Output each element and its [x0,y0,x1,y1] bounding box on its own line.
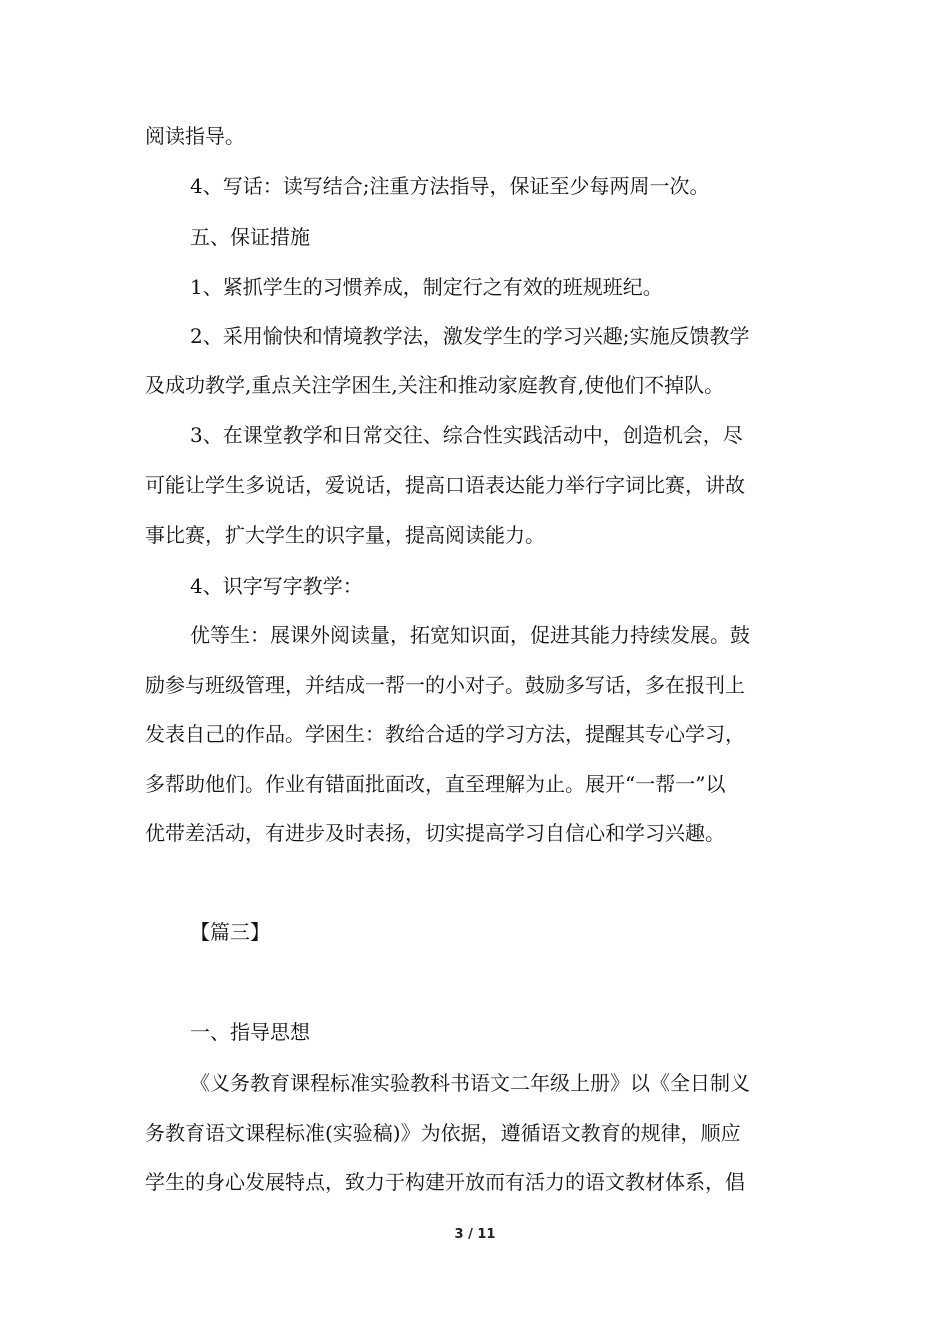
text-line: 发表自己的作品。学困生：教给合适的学习方法，提醒其专心学习， [145,722,745,746]
text-line: 4、识字写字教学： [190,574,363,598]
text-line: 3、在课堂教学和日常交往、综合性实践活动中，创造机会，尽 [190,423,743,447]
section-heading: 一、指导思想 [190,1020,310,1044]
text-line: 《义务教育课程标准实验教科书语文二年级上册》以《全日制义 [190,1071,750,1095]
text-line: 及成功教学,重点关注学困生,关注和推动家庭教育,使他们不掉队。 [145,373,725,397]
text-line: 可能让学生多说话，爱说话，提高口语表达能力举行字词比赛，讲故 [145,473,745,497]
section-heading: 五、保证措施 [190,225,310,249]
text-line: 2、采用愉快和情境教学法，激发学生的学习兴趣;实施反馈教学 [190,324,750,348]
text-line: 事比赛，扩大学生的识字量，提高阅读能力。 [145,523,545,547]
text-line: 务教育语文课程标准(实验稿)》为依据，遵循语文教育的规律，顺应 [145,1121,741,1145]
text-line: 学生的身心发展特点，致力于构建开放而有活力的语文教材体系，倡 [145,1170,745,1194]
text-line: 阅读指导。 [145,124,245,148]
text-line: 励参与班级管理，并结成一帮一的小对子。鼓励多写话，多在报刊上 [145,673,745,697]
text-line: 多帮助他们。作业有错面批面改，直至理解为止。展开“一帮一”以 [145,772,726,796]
text-line: 优等生：展课外阅读量，拓宽知识面，促进其能力持续发展。鼓 [190,623,750,647]
part-heading: 【篇三】 [190,920,270,944]
page-number: 3 / 11 [454,1227,496,1242]
text-line: 1、紧抓学生的习惯养成，制定行之有效的班规班纪。 [190,275,663,299]
text-line: 4、写话：读写结合;注重方法指导，保证至少每两周一次。 [190,174,710,198]
text-line: 优带差活动，有进步及时表扬，切实提高学习自信心和学习兴趣。 [145,821,725,845]
